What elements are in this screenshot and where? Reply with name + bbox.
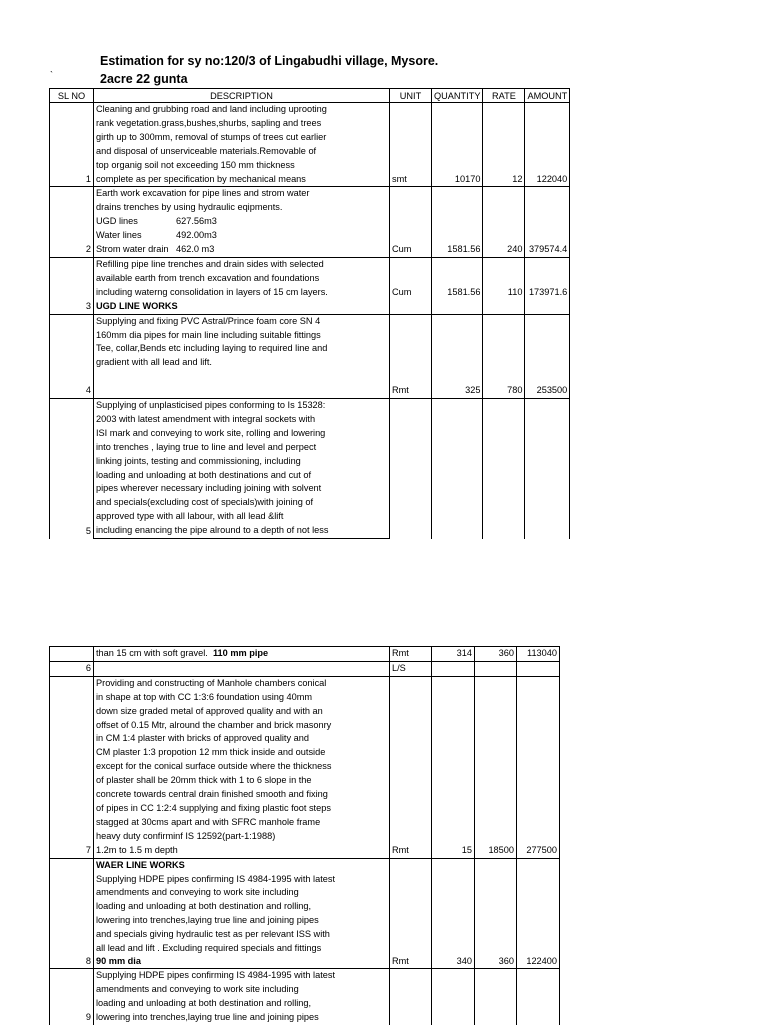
col-header-sl: SL NO: [50, 89, 94, 103]
description-line: Supplying of unplasticised pipes conforming to Is 15328:: [94, 399, 390, 413]
amount-cell: 173971.6: [525, 257, 570, 299]
rate-cell: 780: [483, 314, 525, 398]
description-line: down size graded metal of approved quality and with an: [94, 705, 390, 719]
description-line: than 15 cm with soft gravel. 110 mm pipe: [94, 647, 390, 662]
unit-cell: smt: [390, 103, 432, 187]
unit-cell: Rmt: [390, 676, 432, 858]
table-row: [50, 257, 570, 271]
description-line: including enancing the pipe alround to a depth of not less: [94, 524, 390, 538]
description-line: lowering into trenches,laying true line and joining pipes: [94, 914, 390, 928]
description-line: Refilling pipe line trenches and drain sides with selected: [94, 257, 390, 271]
quantity-cell: 1581.56: [432, 257, 483, 299]
description-line: pipes wherever necessary including joining with solvent: [94, 482, 390, 496]
description-line: loading and unloading at both destination and rolling,: [94, 900, 390, 914]
ugd-lines-label: UGD lines: [96, 216, 138, 227]
description-line: amendments and conveying to work site including: [94, 983, 390, 997]
description-line: 160mm dia pipes for main line including suitable fittings: [94, 329, 390, 343]
storm-drain-label: Strom water drain: [96, 244, 169, 255]
amount-cell: 113040: [517, 647, 560, 662]
table-row: [50, 187, 570, 201]
amount-cell: 122400: [517, 858, 560, 969]
sl-number: 1: [50, 103, 94, 187]
rate-cell: 110: [483, 257, 525, 299]
rate-cell: 360: [475, 647, 517, 662]
unit-cell: Rmt: [390, 858, 432, 969]
quantity-cell: 10170: [432, 103, 483, 187]
unit-cell: L/S: [390, 661, 432, 676]
description-line: Tee, collar,Bends etc including laying to required line and: [94, 342, 390, 356]
sl-number: 3: [50, 257, 94, 314]
description-line: into trenches , laying true to line and level and perpect: [94, 441, 390, 455]
table-row: [50, 314, 570, 328]
sl-number: 5: [50, 399, 94, 539]
unit-cell: Cum: [390, 187, 432, 258]
description-line: and specials(excluding cost of specials)with joining of: [94, 496, 390, 510]
document-subtitle: 2acre 22 gunta: [100, 72, 188, 86]
description-line: including waterng consolidation in layers of 15 cm layers.: [94, 286, 390, 300]
sl-number: 2: [50, 187, 94, 258]
col-header-amount: AMOUNT: [525, 89, 570, 103]
table-row: [50, 647, 560, 662]
description-line: stagged at 30cms apart and with SFRC manhole frame: [94, 816, 390, 830]
storm-drain-value: 462.0 m3: [176, 244, 215, 255]
description-line: except for the conical surface outside where the thickness: [94, 760, 390, 774]
table-row: [50, 969, 560, 983]
unit-cell: Rmt: [390, 314, 432, 398]
amount-cell: 379574.4: [525, 187, 570, 258]
description-line: loading and unloading at both destination and rolling,: [94, 997, 390, 1011]
amount-cell: 277500: [517, 676, 560, 858]
table-row: [50, 858, 560, 872]
description-line: lowering into trenches,laying true line and joining pipes: [94, 1011, 390, 1025]
rate-cell: 240: [483, 187, 525, 258]
rate-cell: 18500: [475, 676, 517, 858]
ugd-lines-value: 627.56m3: [176, 216, 217, 227]
sl-number: 8: [50, 873, 94, 969]
description-line: amendments and conveying to work site including: [94, 886, 390, 900]
col-header-description: DESCRIPTION: [94, 89, 390, 103]
description-line: of plaster shall be 20mm thick with 1 to 6 slope in the: [94, 774, 390, 788]
description-line: drains trenches by using hydraulic eqipments.: [94, 201, 390, 215]
pipe-size-label: 110 mm pipe: [212, 648, 269, 658]
description-line: gradient with all lead and lift.: [94, 356, 390, 370]
description-line: ISI mark and conveying to work site, rolling and lowering: [94, 427, 390, 441]
quantity-cell: 314: [432, 647, 475, 662]
table-row: [50, 676, 560, 690]
stray-mark: `: [50, 70, 53, 80]
amount-cell: 253500: [525, 314, 570, 398]
section-heading-water: WAER LINE WORKS: [94, 858, 390, 872]
description-line: approved type with all labour, with all lead &lift: [94, 510, 390, 524]
estimate-table-page2: [49, 646, 560, 1025]
description-line: Cleaning and grubbing road and land including uprooting: [94, 103, 390, 117]
description-line: in CM 1:4 plaster with bricks of approved quality and: [94, 732, 390, 746]
description-line: and disposal of unserviceable materials.Removable of: [94, 145, 390, 159]
rate-cell: 360: [475, 858, 517, 969]
quantity-cell: 15: [432, 676, 475, 858]
description-line: Earth work excavation for pipe lines and strom water: [94, 187, 390, 201]
col-header-rate: RATE: [483, 89, 525, 103]
description-line: rank vegetation.grass,bushes,shurbs, sapling and trees: [94, 117, 390, 131]
description-line: and specials giving hydraulic test as per relevant ISS with: [94, 928, 390, 942]
document-title: Estimation for sy no:120/3 of Lingabudhi village, Mysore.: [100, 54, 439, 68]
unit-cell: Cum: [390, 257, 432, 299]
description-line: CM plaster 1:3 propotion 12 mm thick inside and outside: [94, 746, 390, 760]
quantity-cell: 1581.56: [432, 187, 483, 258]
description-line: heavy duty confirminf IS 12592(part-1:1988): [94, 830, 390, 844]
description-line: 1.2m to 1.5 m depth: [94, 844, 390, 858]
sl-number: 7: [50, 676, 94, 858]
pipe-size-label: 90 mm dia: [94, 955, 390, 969]
description-line: in shape at top with CC 1:3:6 foundation using 40mm: [94, 691, 390, 705]
description-line: 2003 with latest amendment with integral sockets with: [94, 413, 390, 427]
description-line: of pipes in CC 1:2:4 supplying and fixing plastic foot steps: [94, 802, 390, 816]
description-line: [94, 215, 390, 229]
table-row: [50, 103, 570, 117]
table-header-row: [50, 89, 570, 103]
description-line: girth up to 300mm, removal of stumps of trees cut earlier: [94, 131, 390, 145]
col-header-quantity: QUANTITY: [432, 89, 483, 103]
description-line: loading and unloading at both destinations and cut of: [94, 469, 390, 483]
sl-number: 9: [50, 969, 94, 1025]
description-line: concrete towards central drain finished smooth and fixing: [94, 788, 390, 802]
description-line: complete as per specification by mechanical means: [94, 173, 390, 187]
description-line: available earth from trench excavation and foundations: [94, 272, 390, 286]
description-line: Supplying HDPE pipes confirming IS 4984-1995 with latest: [94, 969, 390, 983]
water-lines-value: 492.00m3: [176, 230, 217, 241]
sl-number: 4: [50, 314, 94, 398]
description-line: all lead and lift . Excluding required specials and fittings: [94, 942, 390, 955]
description-line: offset of 0.15 Mtr, alround the chamber and brick masonry: [94, 719, 390, 733]
description-line: [94, 243, 390, 257]
table-row: [50, 399, 570, 413]
unit-cell: Rmt: [390, 647, 432, 662]
rate-cell: 12: [483, 103, 525, 187]
water-lines-label: Water lines: [96, 230, 142, 241]
table-row: [50, 661, 560, 676]
description-line: Providing and constructing of Manhole chambers conical: [94, 676, 390, 690]
estimate-table-page1: [49, 88, 570, 539]
description-line: linking joints, testing and commissioning, including: [94, 455, 390, 469]
description-line: top organig soil not exceeding 150 mm thickness: [94, 159, 390, 173]
quantity-cell: 340: [432, 858, 475, 969]
description-line: [94, 229, 390, 243]
description-line: Supplying HDPE pipes confirming IS 4984-1995 with latest: [94, 873, 390, 887]
quantity-cell: 325: [432, 314, 483, 398]
col-header-unit: UNIT: [390, 89, 432, 103]
amount-cell: 122040: [525, 103, 570, 187]
section-heading-ugd: UGD LINE WORKS: [94, 300, 390, 314]
sl-number: 6: [50, 661, 94, 676]
description-line: Supplying and fixing PVC Astral/Prince foam core SN 4: [94, 314, 390, 328]
